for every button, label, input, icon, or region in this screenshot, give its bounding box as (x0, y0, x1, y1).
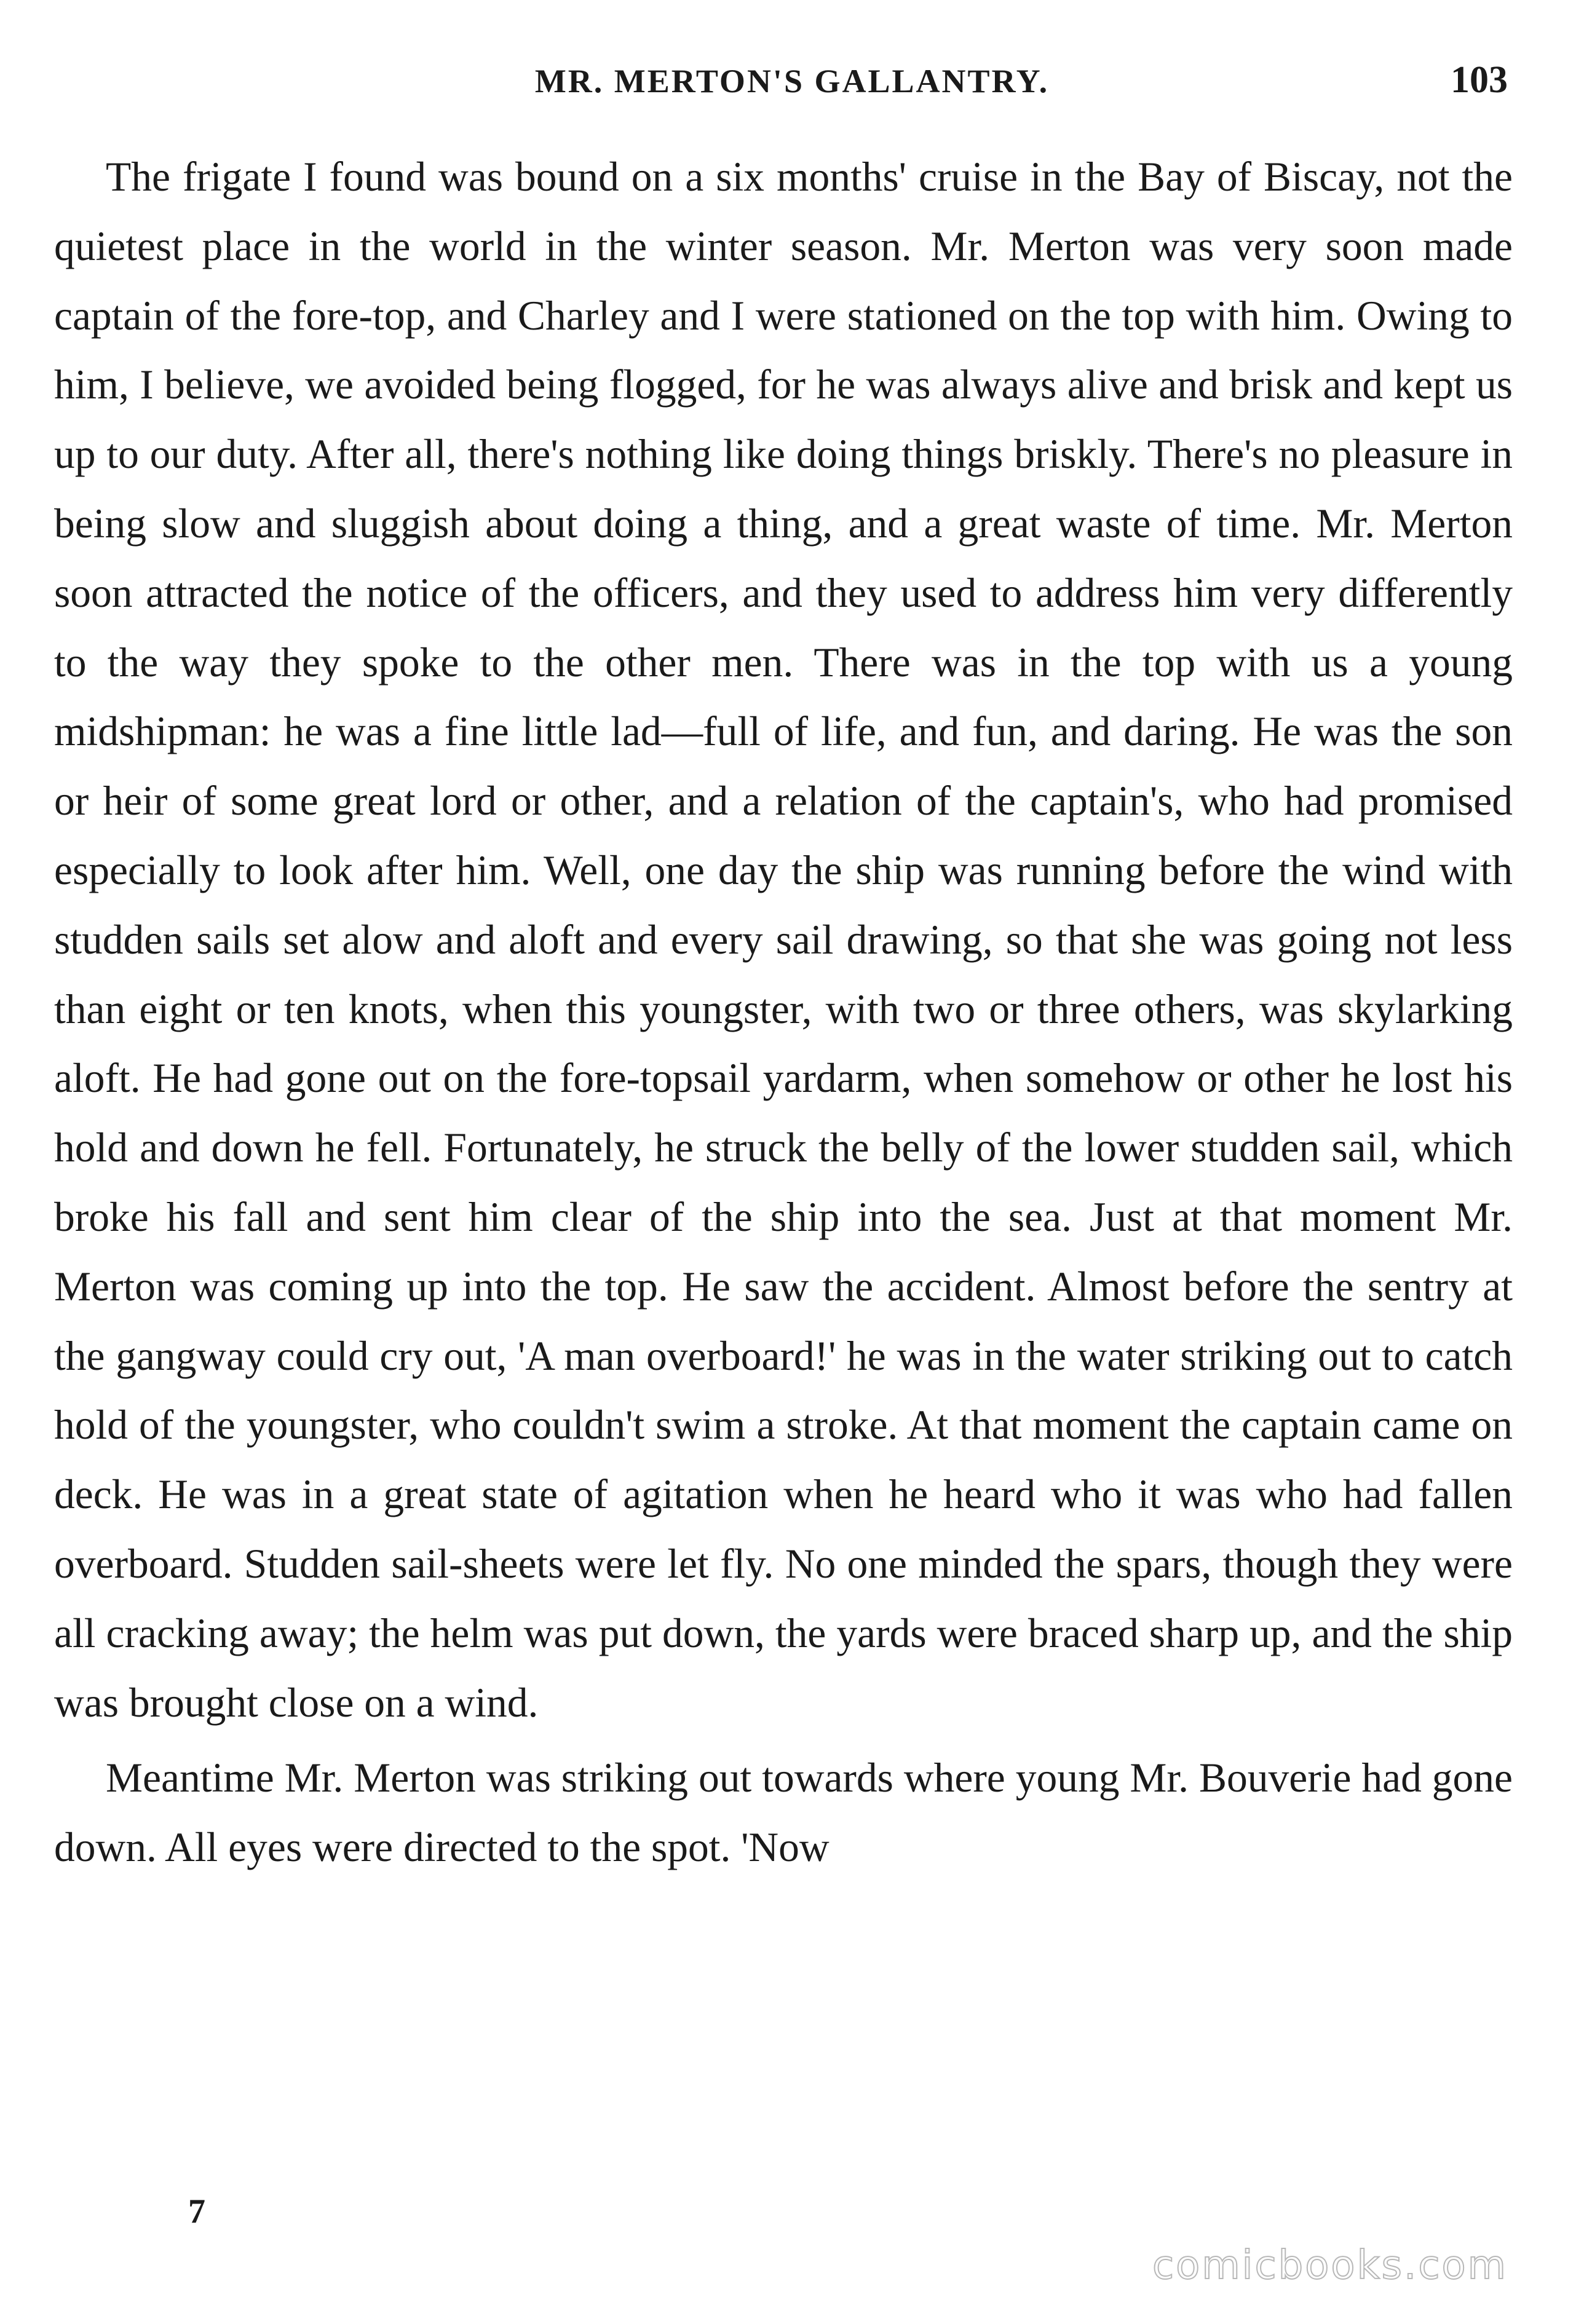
paragraph: The frigate I found was bound on a six months' cruise in the Bay of Biscay, not the quietest place in the world in the winter season. Mr. Merton was very soon made captain of the fore-top, and Charley and I were stationed on the top with him. Owing to him, I believe, we avoided being flogged, for he was always alive and brisk and kept us up to our duty. After all, there's nothing like doing things briskly. There's no pleasure in being slow and sluggish about doing a thing, and a great waste of time. Mr. Merton soon attracted the notice of the officers, and they used to address him very differently to the way they spoke to the other men. There was in the top with us a young midshipman: he was a fine little lad—full of life, and fun, and daring. He was the son or heir of some great lord or other, and a relation of the captain's, who had promised especially to look after him. Well, one day the ship was running before the wind with studden sails set alow and aloft and every sail drawing, so that she was going not less than eight or ten knots, when this youngster, with two or three others, was skylarking aloft. He had gone out on the fore-topsail yardarm, when somehow or other he lost his hold and down he fell. Fortunately, he struck the belly of the lower studden sail, which broke his fall and sent him clear of the ship into the sea. Just at that moment Mr. Merton was coming up into the top. He saw the accident. Almost before the sentry at the gangway could cry out, 'A man overboard!' he was in the water striking out to catch hold of the youngster, who couldn't swim a stroke. At that moment the captain came on deck. He was in a great state of agitation when he heard who it was who had fallen overboard. Studden sail-sheets were let fly. No one minded the spars, though they were all cracking away; the helm was put down, the yards were braced sharp up, and the ship was brought close on a wind. (54, 154, 1513, 1726)
paragraph: Meantime Mr. Merton was striking out towards where young Mr. Bouverie had gone down. All eyes were directed to the spot. 'Now (54, 1755, 1513, 1871)
body-text (54, 143, 1513, 1883)
running-head: MR. MERTON'S GALLANTRY. (534, 63, 1050, 100)
page-number: 103 (1451, 59, 1508, 101)
page-header (0, 58, 1584, 114)
watermark: comicbooks.com (1152, 2243, 1508, 2288)
signature-mark: 7 (188, 2192, 205, 2231)
